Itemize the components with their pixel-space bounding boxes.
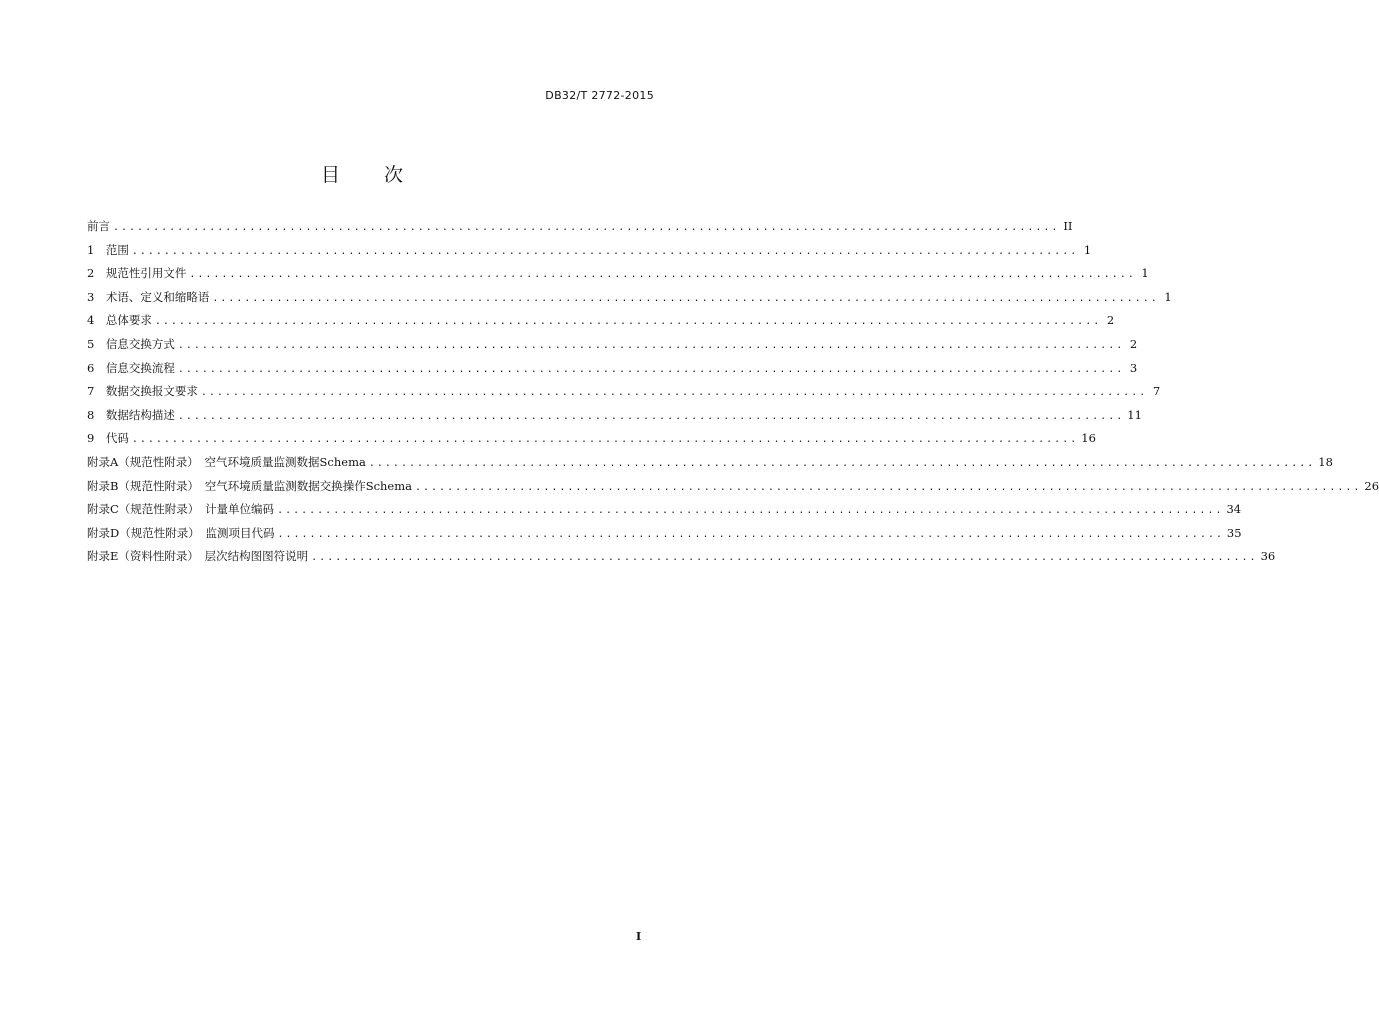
toc-entry-label: 6 信息交换流程 [87,360,175,375]
toc-leader-dots: ...................................................................................................................... [131,245,1079,257]
toc-leader-dots: ...................................................................................................................... [177,339,1125,351]
toc-leader-dots: ...................................................................................................................... [212,292,1159,304]
toc-leader-dots: ...................................................................................................................... [154,316,1102,328]
toc-entry-label: 7 数据交换报文要求 [87,384,198,399]
toc-entry-page: 1 [1083,242,1092,257]
toc-leader-dots: ...................................................................................................................... [131,434,1079,446]
toc-entry-data-structure[interactable] [87,407,1142,431]
toc-leader-dots: ...................................................................................................................... [113,222,1060,233]
toc-entry-page: 18 [1318,454,1333,469]
toc-entry-page: 16 [1081,431,1096,446]
toc-entry-page: 34 [1226,502,1242,517]
toc-entry-message-requirements[interactable] [87,383,1161,407]
toc-entry-appendix-e[interactable] [87,548,1276,572]
toc-entry-page: 26 [1364,478,1379,493]
toc-leader-dots: ...................................................................................................................... [277,528,1224,540]
toc-entry-page: 11 [1127,407,1142,422]
toc-entry-label: 9 代码 [87,431,129,446]
toc-entry-normative-references[interactable] [87,265,1149,289]
toc-entry-terms[interactable] [87,289,1172,313]
toc-entry-appendix-b[interactable] [87,478,1379,502]
toc-entry-label: 附录C（规范性附录） 计量单位编码 [87,502,275,517]
toc-leader-dots: ...................................................................................................................... [177,363,1125,375]
toc-leader-dots: ...................................................................................................................... [311,552,1258,564]
toc-entry-codes[interactable] [87,430,1096,454]
toc-entry-label: 前言 [87,219,110,233]
toc-entry-appendix-d[interactable] [87,525,1242,549]
toc-entry-foreword[interactable] [87,218,1073,242]
toc-entry-label: 附录A（规范性附录） 空气环境质量监测数据Schema [87,454,366,469]
toc-entry-page: 35 [1226,525,1242,540]
toc-entry-page: 2 [1106,313,1115,328]
toc-entry-label: 4 总体要求 [87,313,152,328]
toc-entry-page: 36 [1260,549,1276,564]
toc-leader-dots: ...................................................................................................................... [189,269,1136,281]
toc-entry-page: 1 [1164,289,1172,304]
toc-leader-dots: ...................................................................................................................... [200,387,1148,399]
toc-entry-page: 7 [1152,384,1161,399]
toc-leader-dots: ...................................................................................................................... [277,505,1224,517]
document-number: DB32/T 2772-2015 [545,89,654,102]
toc-entry-page: 3 [1129,360,1138,375]
toc-entry-label: 2 规范性引用文件 [87,266,187,281]
toc-entry-page: II [1063,219,1073,233]
toc-leader-dots: ...................................................................................................................... [415,481,1362,493]
toc-leader-dots: ...................................................................................................................... [177,410,1125,422]
toc-entry-appendix-c[interactable] [87,501,1242,525]
toc-leader-dots: ...................................................................................................................... [368,457,1316,469]
toc-entry-label: 3 术语、定义和缩略语 [87,289,210,304]
toc-entry-label: 附录B（规范性附录） 空气环境质量监测数据交换操作Schema [87,478,412,493]
toc-entry-label: 附录D（规范性附录） 监测项目代码 [87,525,275,540]
toc-entry-exchange-methods[interactable] [87,336,1138,360]
page-title: 目次 [320,164,447,186]
page-number: I [636,930,642,943]
toc-entry-label: 1 范围 [87,242,129,257]
toc-entry-appendix-a[interactable] [87,454,1333,478]
table-of-contents [87,218,1379,572]
toc-entry-page: 2 [1129,336,1138,351]
toc-entry-label: 8 数据结构描述 [87,407,175,422]
toc-entry-general-requirements[interactable] [87,312,1115,336]
toc-entry-page: 1 [1141,266,1149,281]
toc-entry-exchange-process[interactable] [87,360,1138,384]
toc-entry-scope[interactable] [87,242,1092,266]
toc-entry-label: 5 信息交换方式 [87,336,175,351]
toc-entry-label: 附录E（资料性附录） 层次结构图图符说明 [87,549,309,564]
